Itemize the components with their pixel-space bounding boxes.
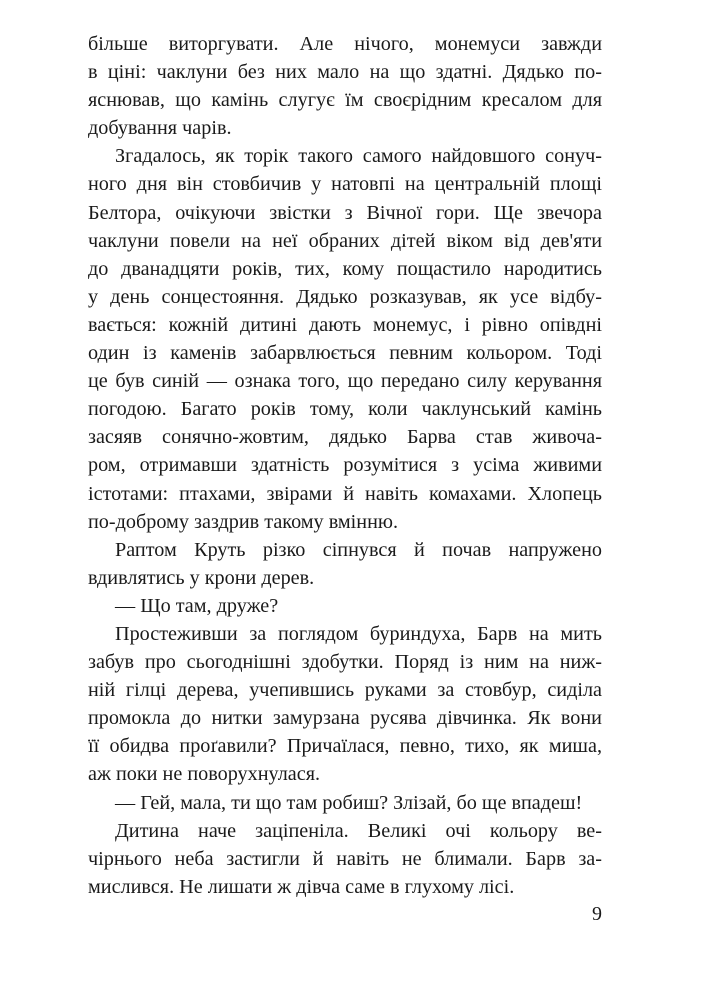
text-line: її обидва проґавили? Причаїлася, певно, тихо, як миша, xyxy=(88,735,602,758)
text-line: аж поки не поворухнулася. xyxy=(88,763,321,786)
text-line: ром, отримавши здатність розумітися з усіма живими xyxy=(88,454,602,477)
text-line: у день сонцестояння. Дядько розказував, як усе відбу- xyxy=(88,285,602,308)
text-line: — Що там, друже? xyxy=(115,594,279,617)
text-line: мислився. Не лишати ж дівча саме в глухому лісі. xyxy=(88,875,515,898)
text-line: — Гей, мала, ти що там робиш? Злізай, бо ще впадеш! xyxy=(115,791,583,814)
paragraph xyxy=(88,620,602,789)
page-number: 9 xyxy=(592,903,602,925)
text-line: промокла до нитки замурзана русява дівчинка. Як вони xyxy=(88,707,602,730)
text-line: Згадалось, як торік такого самого найдовшого сонyч- xyxy=(115,145,602,168)
paragraph xyxy=(88,142,602,535)
text-line: один із каменів забарвлюється певним кольором. Тоді xyxy=(88,342,602,365)
text-line: Простеживши за поглядом буриндуха, Барв на мить xyxy=(115,622,602,645)
paragraph xyxy=(88,592,602,620)
text-line: чірнього неба застигли й навіть не блимали. Барв за- xyxy=(88,847,602,870)
text-line: істотами: птахами, звірами й навіть комахами. Хлопець xyxy=(88,482,602,505)
text-line: засяяв сонячно-жовтим, дядько Барва став живоча- xyxy=(88,426,602,449)
text-line: по-доброму заздрив такому вмінню. xyxy=(88,510,399,533)
text-line: вдивлятись у крони дерев. xyxy=(88,566,315,589)
paragraph xyxy=(88,536,602,592)
text-line: ного дня він стовбичив у натовпі на центральній площі xyxy=(88,173,602,196)
text-line: добування чарів. xyxy=(88,117,232,140)
page-body xyxy=(88,30,602,901)
paragraph xyxy=(88,30,602,142)
text-line: це був синій — ознака того, що передано силу керування xyxy=(88,370,602,393)
text-line: яснював, що камінь слугує їм своєрідним кресалом для xyxy=(88,89,602,112)
text-line: ній гілці дерева, учепившись руками за стовбур, сиділа xyxy=(88,679,602,702)
text-line: більше виторгувати. Але нічого, монемуси завжди xyxy=(88,33,602,55)
paragraph xyxy=(88,789,602,817)
text-line: Белтора, очікуючи звістки з Вічної гори. Ще звечора xyxy=(88,201,602,224)
text-line: Раптом Круть різко сіпнувся й почав напружено xyxy=(115,538,602,561)
text-line: Дитина наче заціпеніла. Великі очі кольору ве- xyxy=(115,819,602,842)
text-line: в ціні: чаклуни без них мало на що здатні. Дядько по- xyxy=(88,61,602,84)
paragraph xyxy=(88,817,602,901)
text-line: до дванадцяти років, тих, кому пощастило народитись xyxy=(88,257,602,280)
text-line: забув про сьогоднішні здобутки. Поряд із ним на ниж- xyxy=(88,651,602,674)
text-line: чаклуни повели на неї обраних дітей віком від дев'яти xyxy=(88,229,602,252)
text-line: погодою. Багато років тому, коли чаклунський камінь xyxy=(88,398,602,421)
text-line: вається: кожній дитині дають монемус, і рівно опівдні xyxy=(88,313,602,336)
